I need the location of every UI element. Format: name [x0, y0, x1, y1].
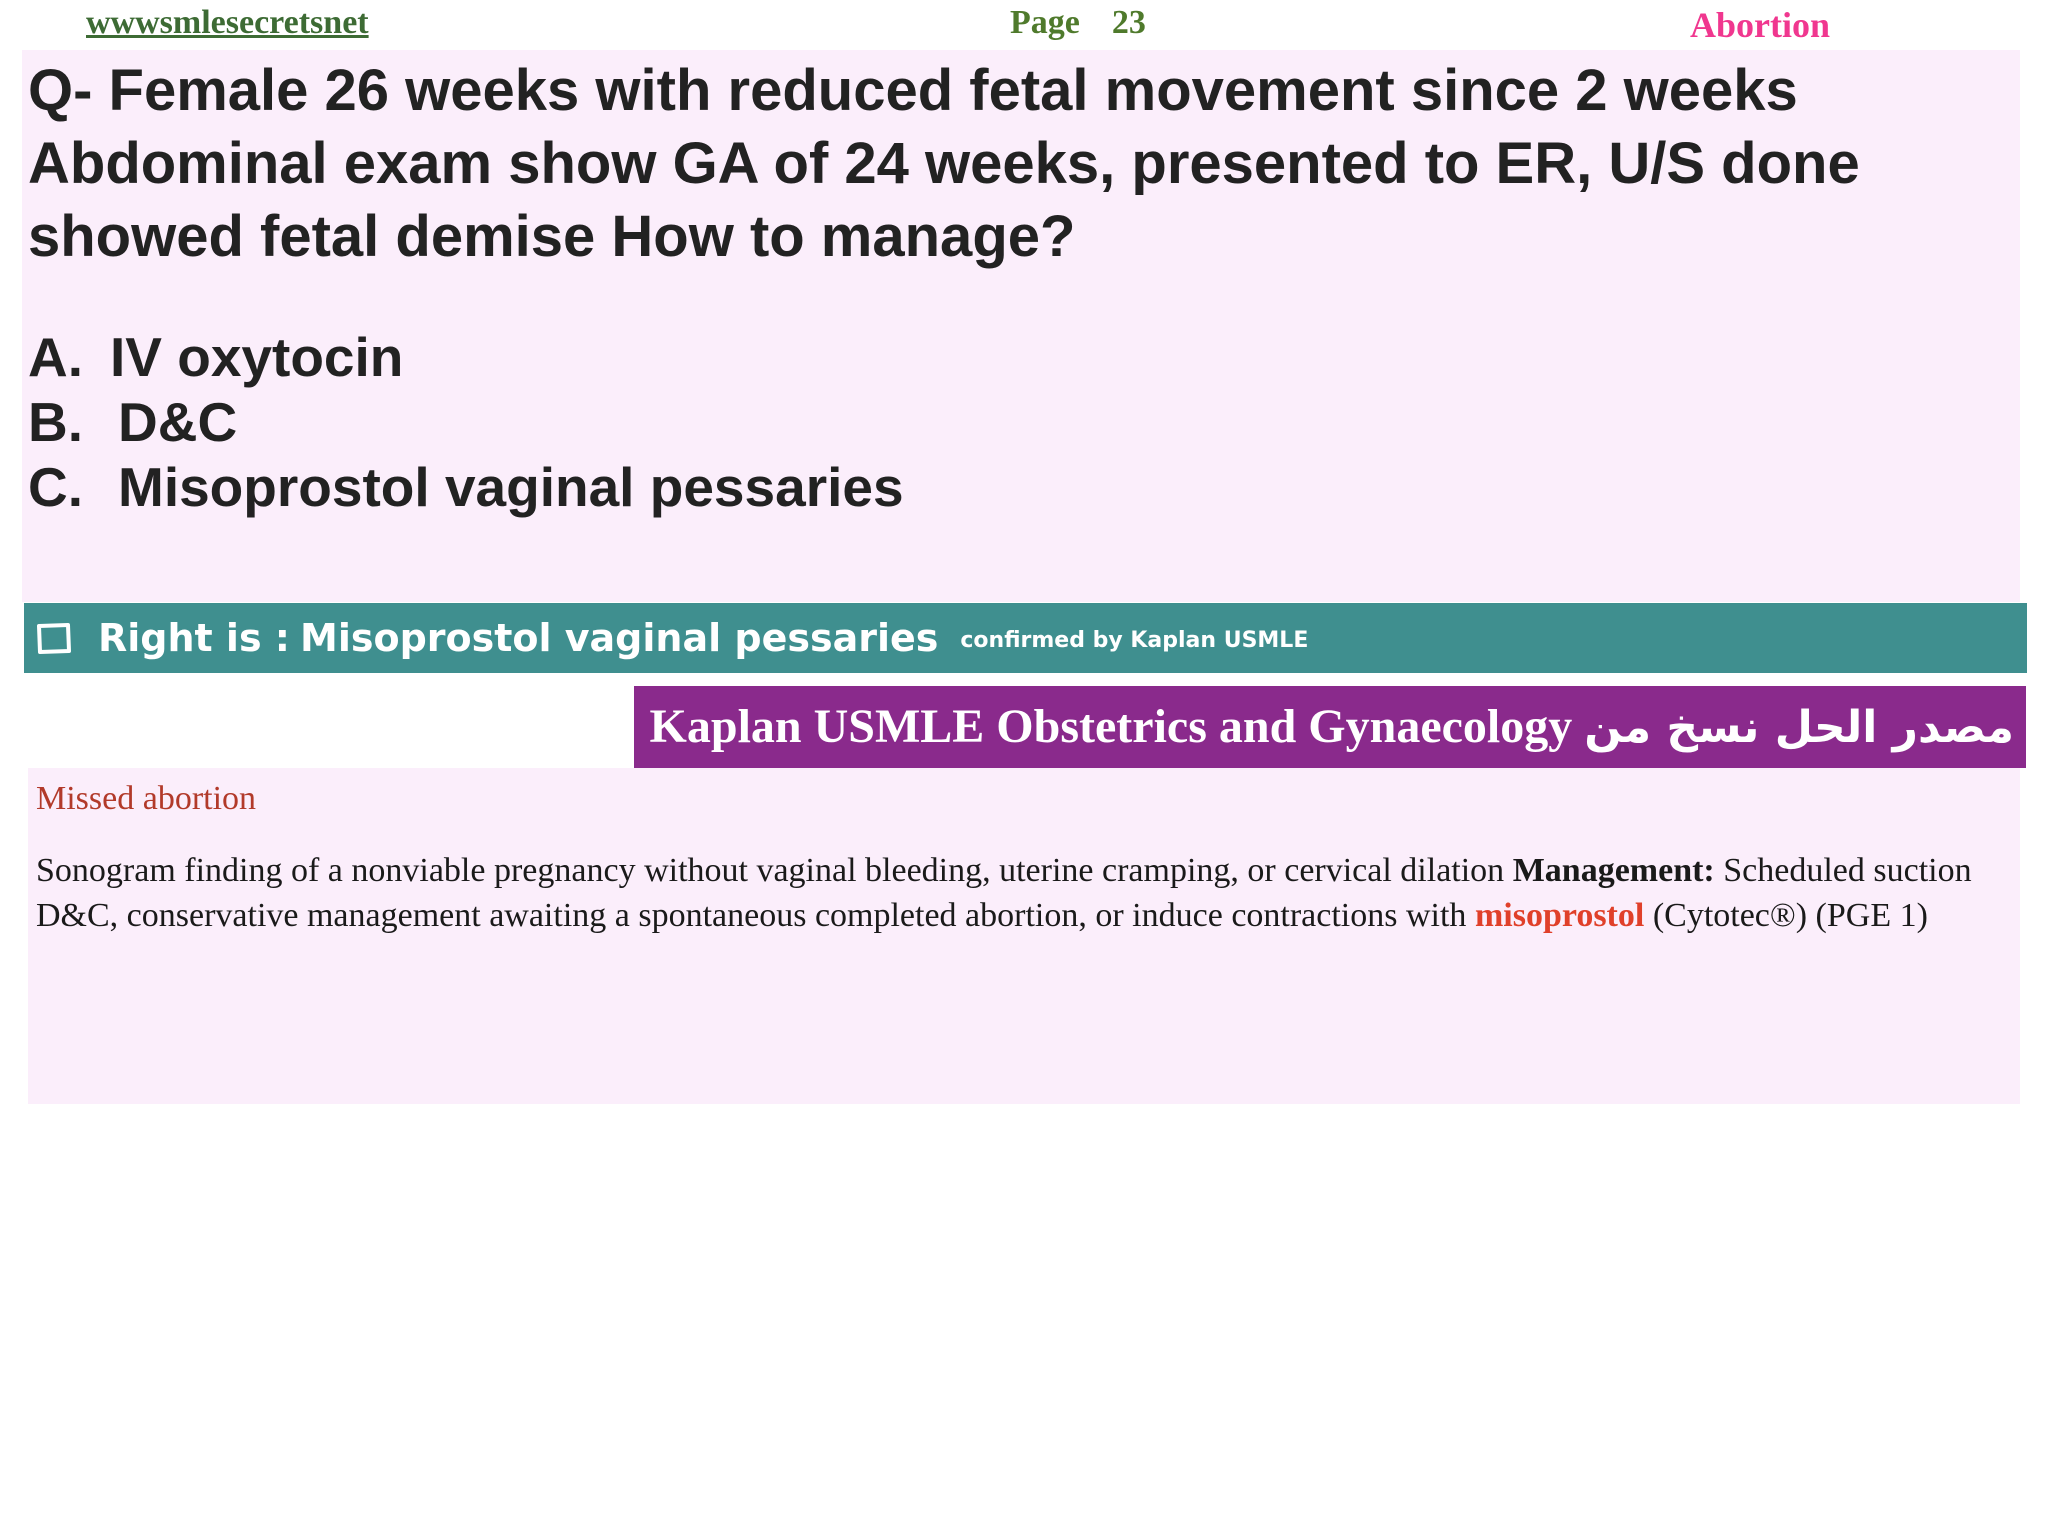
- explanation-heading: Missed abortion: [36, 780, 257, 817]
- option-letter: B.: [28, 391, 83, 453]
- option-a[interactable]: [28, 325, 904, 390]
- topic-label: Abortion: [1690, 5, 1831, 45]
- explanation-text-1: Sonogram finding of a nonviable pregnancy without vaginal bleeding, uterine cramping, or cervical dilation: [36, 852, 1513, 889]
- explanation-panel: [28, 768, 2020, 1104]
- answer-note: confirmed by Kaplan USMLE: [960, 628, 1309, 653]
- site-link[interactable]: wwwsmlesecretsnet: [86, 4, 369, 41]
- option-text: Misoprostol vaginal pessaries: [118, 456, 904, 518]
- answer-options: [28, 325, 904, 520]
- page-number: 23: [1111, 4, 1146, 41]
- drug-name: misoprostol: [1474, 897, 1645, 934]
- answer-prefix: Right is :: [98, 616, 291, 660]
- management-label: Management:: [1512, 852, 1715, 889]
- option-text: IV oxytocin: [110, 326, 404, 388]
- page-word: Page: [1010, 4, 1080, 41]
- question-text: Q- Female 26 weeks with reduced fetal movement since 2 weeks Abdominal exam show GA of 24 weeks, presented to ER, U/S done showed fetal demise How to manage?: [28, 58, 1860, 269]
- option-c[interactable]: [28, 455, 904, 520]
- answer-bar: [24, 603, 2027, 673]
- option-text: D&C: [118, 391, 238, 453]
- option-b[interactable]: [28, 390, 904, 455]
- explanation-body: [36, 848, 1996, 938]
- answer-value: Misoprostol vaginal pessaries: [300, 616, 939, 660]
- answer-text: [98, 613, 1308, 666]
- page-header: [0, 0, 2047, 50]
- option-letter: C.: [28, 456, 83, 518]
- source-banner: [634, 686, 2026, 768]
- source-arabic: مصدر الحل نسخ من: [1584, 702, 2014, 753]
- source-english: Kaplan USMLE Obstetrics and Gynaecology: [649, 700, 1573, 753]
- option-letter: A.: [28, 326, 83, 388]
- checkbox-icon: [36, 622, 72, 654]
- page-indicator: [1010, 4, 1146, 42]
- question-panel: [22, 50, 2020, 602]
- explanation-text-2: Scheduled suction D&C, conservative management awaiting a spontaneous completed abortion, or induce contractions with: [36, 852, 1972, 934]
- explanation-text-3: (Cytotec®) (PGE 1): [1644, 897, 1928, 934]
